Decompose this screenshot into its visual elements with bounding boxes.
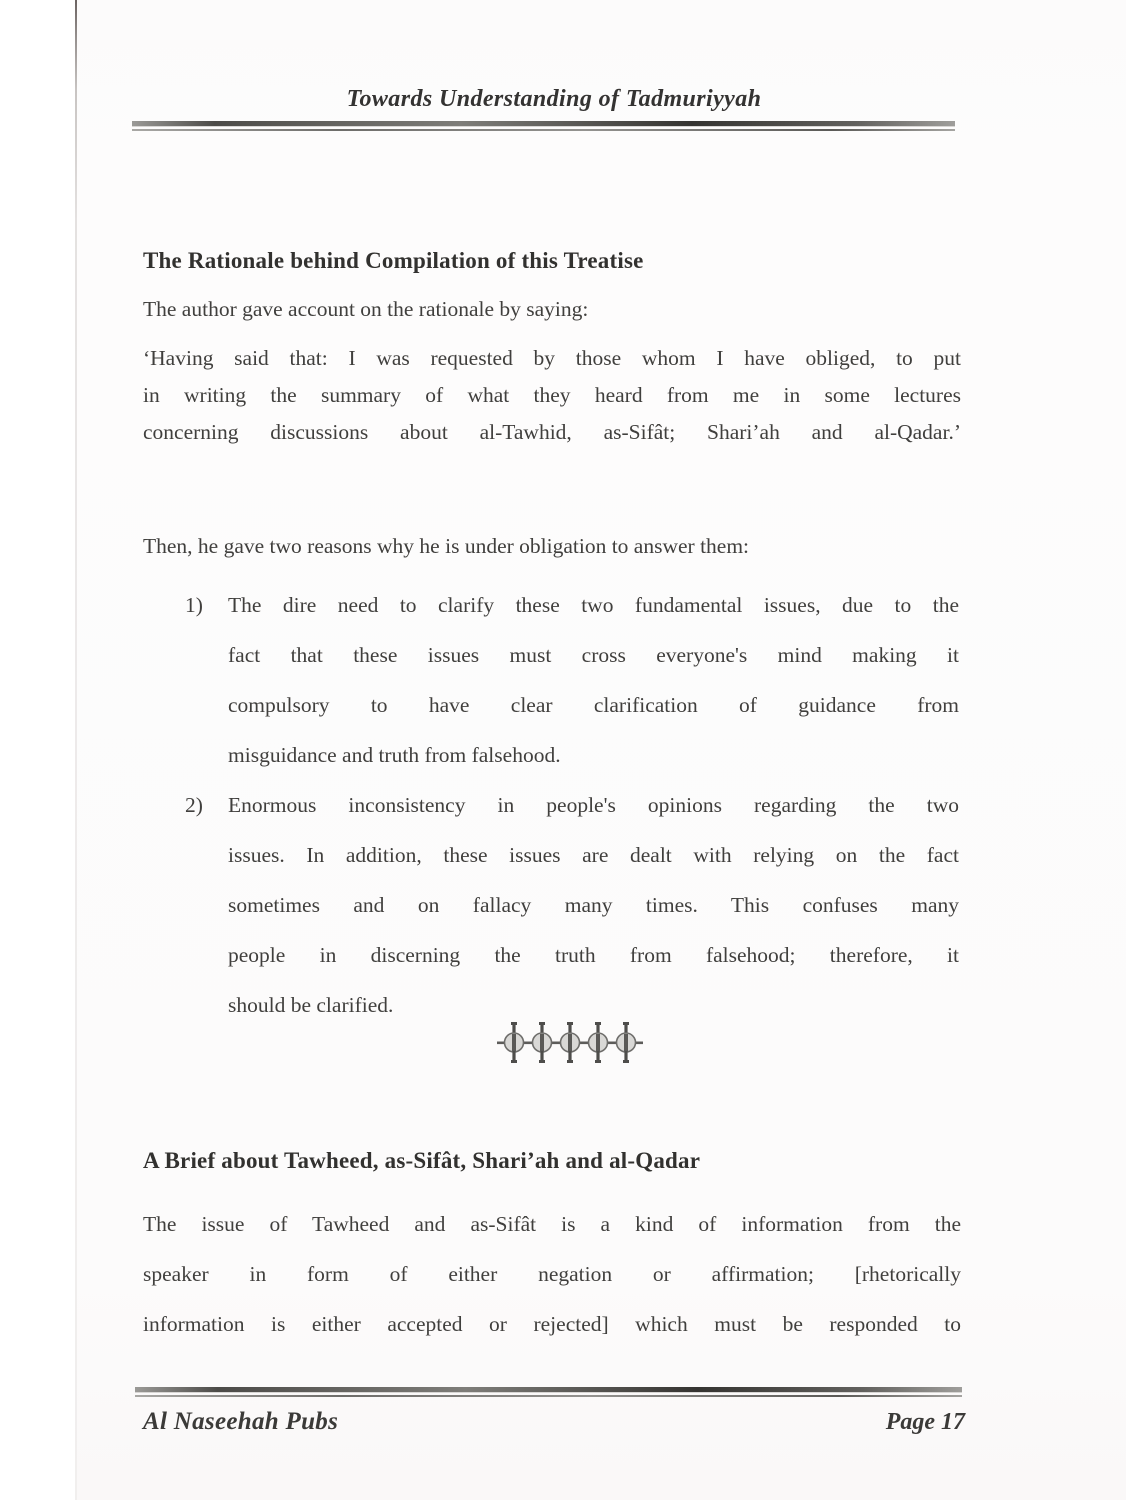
paragraph-brief-body bbox=[143, 1199, 961, 1349]
section-divider-ornament-icon bbox=[497, 1020, 643, 1066]
text-line: should be clarified. bbox=[228, 993, 394, 1017]
footer-rule bbox=[135, 1387, 962, 1397]
footer-publisher: Al Naseehah Pubs bbox=[143, 1408, 339, 1435]
text-line: misguidance and truth from falsehood. bbox=[228, 743, 561, 767]
list-item-number: 1) bbox=[185, 593, 203, 617]
list-item-text bbox=[228, 580, 959, 780]
text-line: Enormous inconsistency in people's opinions regarding the two bbox=[228, 793, 959, 817]
text-line: speaker in form of either negation or affirmation; [rhetorically bbox=[143, 1262, 961, 1286]
header-rule bbox=[132, 121, 955, 131]
text-line: in writing the summary of what they heard from me in some lectures bbox=[143, 383, 961, 407]
text-line: concerning discussions about al-Tawhid, as-Sifât; Shari’ah and al-Qadar.’ bbox=[143, 420, 961, 444]
text-line: fact that these issues must cross everyone's mind making it bbox=[228, 643, 959, 667]
page-footer bbox=[143, 1408, 965, 1436]
list-item bbox=[143, 580, 961, 780]
list-item-number: 2) bbox=[185, 793, 203, 817]
text-line: compulsory to have clear clarification of guidance from bbox=[228, 693, 959, 717]
footer-page-number: Page 17 bbox=[885, 1409, 965, 1435]
paragraph-intro: The author gave account on the rationale by saying: bbox=[143, 297, 589, 321]
text-line: information is either accepted or rejected] which must be responded to bbox=[143, 1312, 961, 1336]
reasons-list bbox=[143, 580, 961, 1030]
book-page bbox=[77, 0, 1126, 1500]
text-line: The issue of Tawheed and as-Sifât is a kind of information from the bbox=[143, 1212, 961, 1236]
list-item-text bbox=[228, 780, 959, 1030]
list-item bbox=[143, 780, 961, 1030]
text-line: people in discerning the truth from falsehood; therefore, it bbox=[228, 943, 959, 967]
text-line: issues. In addition, these issues are dealt with relying on the fact bbox=[228, 843, 959, 867]
text-line: The dire need to clarify these two fundamental issues, due to the bbox=[228, 593, 959, 617]
section-heading-rationale: The Rationale behind Compilation of this Treatise bbox=[143, 248, 644, 273]
running-header-title: Towards Understanding of Tadmuriyyah bbox=[346, 86, 762, 112]
text-line: ‘Having said that: I was requested by those whom I have obliged, to put bbox=[143, 346, 961, 370]
paragraph-quote bbox=[143, 340, 961, 451]
paragraph-reasons-intro: Then, he gave two reasons why he is under obligation to answer them: bbox=[143, 534, 750, 558]
text-line: sometimes and on fallacy many times. This confuses many bbox=[228, 893, 959, 917]
section-heading-brief: A Brief about Tawheed, as-Sifât, Shari’ah and al-Qadar bbox=[143, 1148, 701, 1173]
